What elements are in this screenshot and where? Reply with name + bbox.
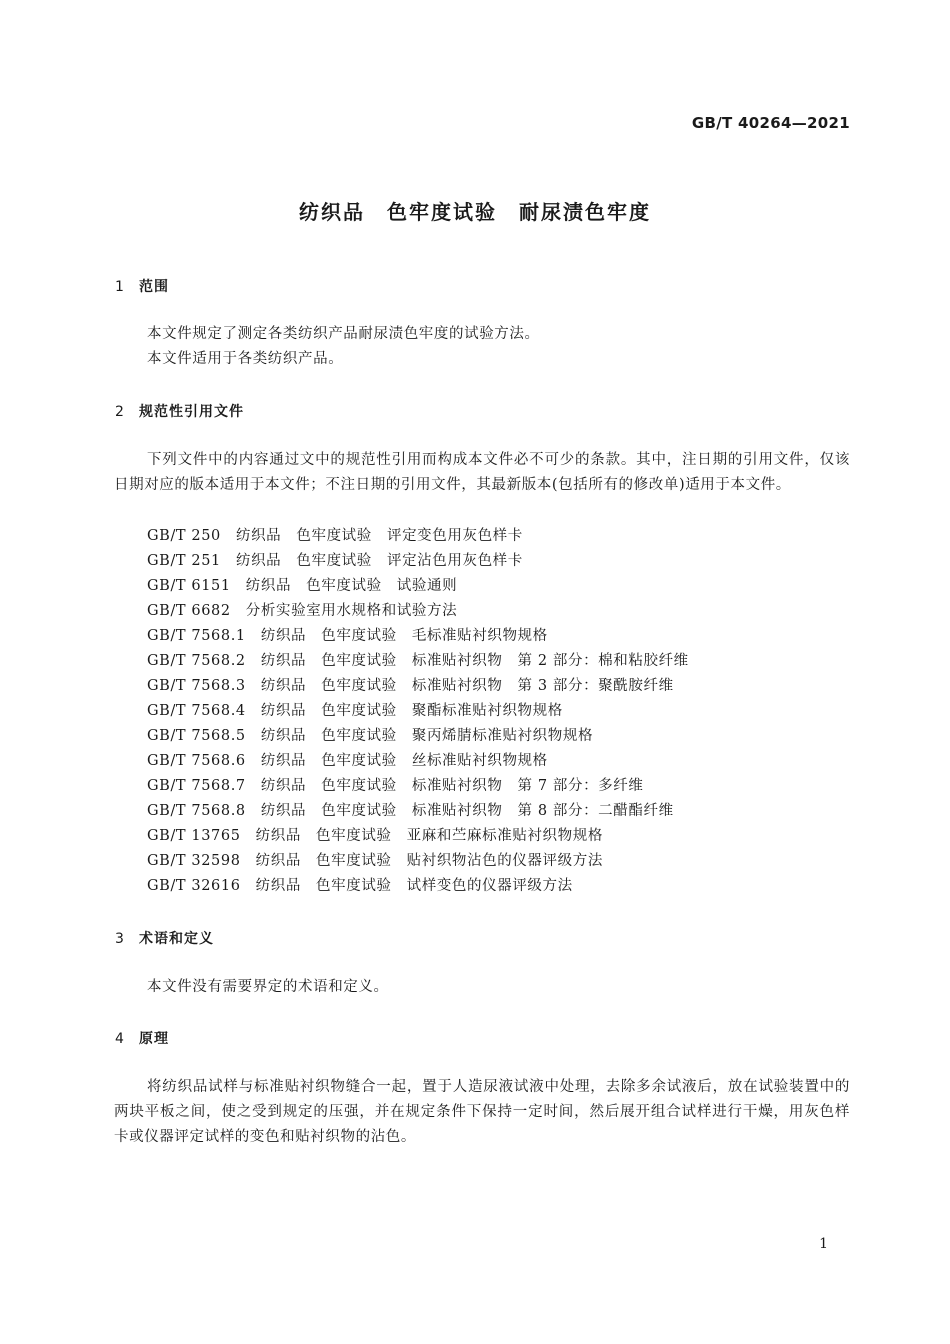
reference-item: GB/T 7568.6 纺织品 色牢度试验 丝标准贴衬织物规格 bbox=[147, 753, 548, 769]
terms-paragraph: 本文件没有需要界定的术语和定义。 bbox=[147, 979, 389, 995]
reference-list bbox=[147, 524, 689, 899]
reference-item: GB/T 7568.5 纺织品 色牢度试验 聚丙烯腈标准贴衬织物规格 bbox=[147, 728, 594, 744]
section-number: 4 bbox=[115, 1031, 125, 1047]
reference-item: GB/T 13765 纺织品 色牢度试验 亚麻和苎麻标准贴衬织物规格 bbox=[147, 828, 603, 844]
standard-code: GB/T 40264—2021 bbox=[691, 114, 850, 132]
section-heading-principle bbox=[115, 1028, 169, 1048]
reference-item: GB/T 251 纺织品 色牢度试验 评定沾色用灰色样卡 bbox=[147, 553, 523, 569]
document-title: 纺织品 色牢度试验 耐尿渍色牢度 bbox=[299, 200, 651, 224]
reference-item: GB/T 32598 纺织品 色牢度试验 贴衬织物沾色的仪器评级方法 bbox=[147, 853, 603, 869]
page-number: 1 bbox=[819, 1236, 828, 1252]
reference-item: GB/T 250 纺织品 色牢度试验 评定变色用灰色样卡 bbox=[147, 528, 523, 544]
section-title: 术语和定义 bbox=[139, 931, 214, 947]
scope-paragraph-1: 本文件规定了测定各类纺织产品耐尿渍色牢度的试验方法。 bbox=[147, 326, 540, 342]
normative-references-intro: 下列文件中的内容通过文中的规范性引用而构成本文件必不可少的条款。其中，注日期的引用文件，仅该日期对应的版本适用于本文件；不注日期的引用文件，其最新版本(包括所有的修改单)适用于本文件。 bbox=[114, 452, 850, 493]
reference-item: GB/T 7568.1 纺织品 色牢度试验 毛标准贴衬织物规格 bbox=[147, 628, 548, 644]
reference-item: GB/T 6682 分析实验室用水规格和试验方法 bbox=[147, 603, 458, 619]
section-title: 规范性引用文件 bbox=[139, 404, 244, 420]
reference-item: GB/T 7568.2 纺织品 色牢度试验 标准贴衬织物 第 2 部分：棉和粘胶纤维 bbox=[147, 653, 689, 669]
reference-item: GB/T 7568.4 纺织品 色牢度试验 聚酯标准贴衬织物规格 bbox=[147, 703, 563, 719]
principle-paragraph: 将纺织品试样与标准贴衬织物缝合一起，置于人造尿液试液中处理，去除多余试液后，放在试验装置中的两块平板之间，使之受到规定的压强，并在规定条件下保持一定时间，然后展开组合试样进行干燥，用灰色样卡或仪器评定试样的变色和贴衬织物的沾色。 bbox=[114, 1079, 850, 1145]
section-heading-normative-references bbox=[115, 401, 244, 421]
reference-item: GB/T 6151 纺织品 色牢度试验 试验通则 bbox=[147, 578, 458, 594]
section-number: 1 bbox=[115, 279, 125, 295]
section-heading-terms bbox=[115, 928, 214, 948]
reference-item: GB/T 32616 纺织品 色牢度试验 试样变色的仪器评级方法 bbox=[147, 878, 573, 894]
reference-item: GB/T 7568.8 纺织品 色牢度试验 标准贴衬织物 第 8 部分：二醋酯纤维 bbox=[147, 803, 674, 819]
reference-item: GB/T 7568.7 纺织品 色牢度试验 标准贴衬织物 第 7 部分：多纤维 bbox=[147, 778, 644, 794]
section-number: 3 bbox=[115, 931, 125, 947]
section-title: 原理 bbox=[139, 1031, 169, 1047]
reference-item: GB/T 7568.3 纺织品 色牢度试验 标准贴衬织物 第 3 部分：聚酰胺纤维 bbox=[147, 678, 674, 694]
section-heading-scope bbox=[115, 276, 169, 296]
scope-paragraph-2: 本文件适用于各类纺织产品。 bbox=[147, 351, 344, 367]
section-title: 范围 bbox=[139, 279, 169, 295]
section-number: 2 bbox=[115, 404, 125, 420]
